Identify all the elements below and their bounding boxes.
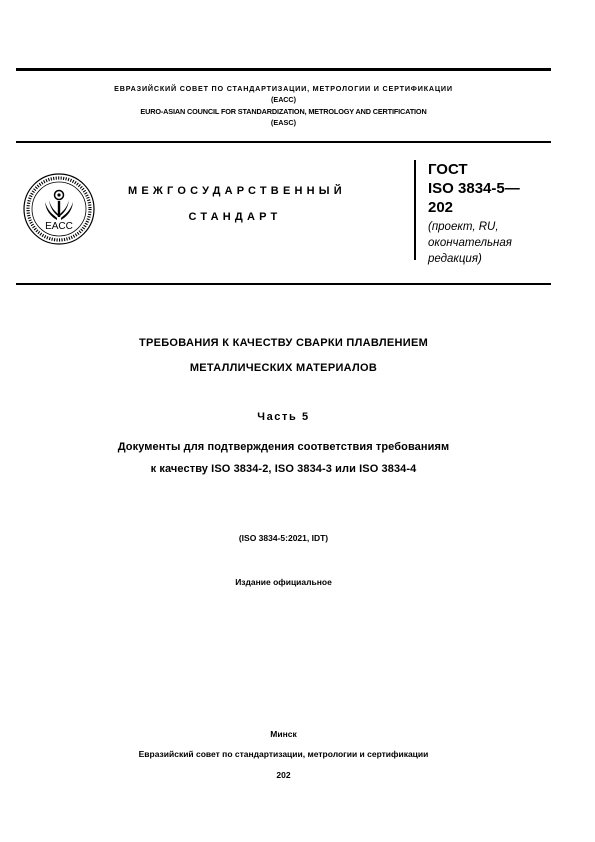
gost-number: ISO 3834-5— [428,180,520,197]
part-label: Часть 5 [257,411,310,423]
council-name-ru: ЕВРАЗИЙСКИЙ СОВЕТ ПО СТАНДАРТИЗАЦИИ, МЕТРОЛОГИИ И СЕРТИФИКАЦИИ [114,84,453,93]
standard-type-line2: СТАНДАРТ [188,211,282,223]
footer-year: 202 [276,770,291,780]
iso-reference: (ISO 3834-5:2021, IDT) [238,533,329,543]
council-abbr-en: (EASC) [270,118,297,127]
footer-publisher: Евразийский совет по стандартизации, метрологии и сертификации [138,749,429,759]
document-title [16,331,551,381]
draft-note: (проект, RU, окончательная редакция) [428,221,512,265]
standard-type-line1: МЕЖГОСУДАРСТВЕННЫЙ [128,185,346,197]
title-divider [16,283,551,285]
edition-label: Издание официальное [235,577,332,587]
council-abbr-ru: (ЕАСС) [271,95,296,104]
top-rule [16,68,551,71]
part-subtitle [16,436,551,480]
title-line2: МЕТАЛЛИЧЕСКИХ МАТЕРИАЛОВ [189,362,378,374]
title-line1: ТРЕБОВАНИЯ К КАЧЕСТВУ СВАРКИ ПЛАВЛЕНИЕМ [138,337,429,349]
subtitle-line1: Документы для подтверждения соответствия требованиям [117,441,450,453]
gost-prefix: ГОСТ [428,161,468,178]
designation-divider [414,160,416,260]
header-divider [16,141,551,143]
council-name-en: EURO-ASIAN COUNCIL FOR STANDARDIZATION, METROLOGY AND CERTIFICATION [140,107,427,116]
eacc-logo [22,172,96,246]
subtitle-line2: к качеству ISO 3834-2, ISO 3834-3 или ISO 3834-4 [150,463,417,475]
logo-text: EACC [45,221,73,232]
footer-city: Минск [270,729,297,739]
gost-year: 202 [428,199,454,216]
